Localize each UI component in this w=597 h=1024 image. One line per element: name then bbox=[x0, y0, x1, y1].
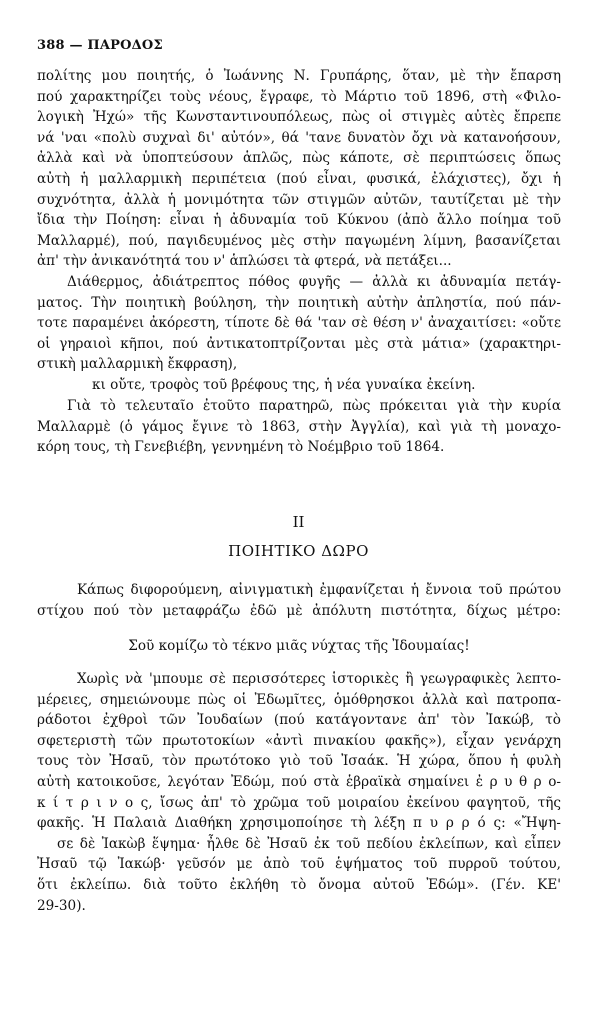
section-intro bbox=[37, 580, 561, 621]
verse-quote bbox=[37, 636, 561, 657]
text-line: κ ί τ ρ ι ν ο ς, ἴσως ἀπ' τὸ χρῶμα τοῦ μοιραίου ἐκείνου φαγητοῦ, τῆς bbox=[37, 794, 561, 811]
text-line: κι οὔτε, τροφὸς τοῦ βρέφους της, ἡ νέα γυναίκα ἐκείνη. bbox=[92, 377, 476, 393]
section-title: ΠΟΙΗΤΙΚΟ ΔΩΡΟ bbox=[228, 542, 369, 560]
text-line: ματος. Τὴν ποιητικὴ βούληση, τὴν ποιητικὴ αὐτὴν ἀπληστία, πού πάν- bbox=[37, 294, 561, 311]
text-line: αὐτὴ κατοικοῦσε, λεγόταν Ἐδώμ, πού στὰ ἑβραϊκὰ σημαίνει ἐ ρ υ θ ρ ο- bbox=[37, 773, 561, 790]
text-line: ὅτι ἐκλείπω. διὰ τοῦτο ἐκλήθη τὸ ὄνομα αὐτοῦ Ἐδώμ». (Γέν. ΚΕ' bbox=[37, 876, 561, 893]
text-line: Κάπως διφορούμενη, αἰνιγματικὴ ἐμφανίζεται ἡ ἔννοια τοῦ πρώτου bbox=[77, 582, 561, 598]
running-head: 388 — ΠΑΡΟΔΟΣ bbox=[37, 38, 163, 53]
section-number: II bbox=[292, 513, 305, 531]
text-line: Διάθερμος, ἀδιάτρεπτος πόθος φυγῆς — ἀλλὰ κι ἀδυναμία πετάγ- bbox=[67, 274, 561, 290]
text-line: 29-30). bbox=[37, 897, 86, 914]
text-line: νά 'ναι «πολὺ συχναὶ δι' αὐτόν», θά 'τανε δυνατὸν ὄχι νὰ κατανοήσουν, bbox=[37, 129, 561, 146]
text-line: στίχου πού τὸν μεταφράζω ἐδῶ μὲ ἀπόλυτη πιστότητα, δίχως μέτρο: bbox=[37, 602, 561, 619]
paragraph-final bbox=[37, 669, 561, 916]
text-line: Χωρὶς νὰ 'μπουμε σὲ περισσότερες ἱστορικὲς ἢ γεωγραφικὲς λεπτο- bbox=[77, 671, 561, 687]
text-line: τοτε παραμένει ἀκόρεστη, τίποτε δὲ θά 'ταν σὲ θέση ν' ἀναχαιτίσει: «οὔτε bbox=[37, 315, 561, 332]
text-line: Μαλλαρμέ), πού, παγιδευμένος μὲς στὴν παγωμένη λίμνη, βασανίζεται bbox=[37, 232, 561, 249]
text-line: Γιὰ τὸ τελευταῖο ἐτοῦτο παρατηρῶ, πὼς πρόκειται γιὰ τὴν κυρία bbox=[67, 398, 561, 414]
quoted-line bbox=[37, 375, 561, 396]
text-line: ἀλλὰ καὶ νὰ ὑποπτεύσουν ἁπλῶς, πὼς κάποτε, σὲ περιπτώσεις ὅπως bbox=[37, 150, 561, 167]
text-line: Ἠσαῦ τῷ Ἰακώβ· γεῦσόν με ἀπὸ τοῦ ἑψήματος τοῦ πυρροῦ τούτου, bbox=[37, 856, 561, 873]
verse-line: Σοῦ κομίζω τὸ τέκνο μιᾶς νύχτας τῆς Ἰδουμαίας! bbox=[128, 638, 470, 654]
text-line: λογικὴ Ἠχώ» τῆς Κωνσταντινουπόλεως, πὼς οἱ στιγμὲς αὐτὲς ἔπρεπε bbox=[37, 109, 561, 126]
text-line: οἱ γηραιοὶ κῆποι, πού ἀντικατοπτρίζονται μὲς στὰ μάτια» (χαρακτηρι- bbox=[37, 335, 561, 352]
paragraph-3 bbox=[37, 396, 561, 458]
text-line: πού χαρακτηρίζει τοὺς νέους, ἔγραφε, τὸ Μάρτιο τοῦ 1896, στὴ «Φιλο- bbox=[37, 88, 561, 105]
text-line: συχνότητα, ἀλλὰ ἡ μονιμότητα τῶν στιγμῶν αὐτῶν, ταυτίζεται μὲ τὴν bbox=[37, 191, 561, 208]
text-line: ἴδια τὴν Ποίηση: εἶναι ἡ ἀδυναμία τοῦ Κύκνου (ἀπὸ ἄλλο ποίημα τοῦ bbox=[37, 212, 561, 229]
text-line: στικὴ μαλλαρμικὴ ἔκφραση), bbox=[37, 356, 238, 373]
text-line: Μαλλαρμὲ (ὁ γάμος ἔγινε τὸ 1863, στὴν Ἀγγλία), καὶ γιὰ τὴ μοναχο- bbox=[37, 418, 561, 435]
paragraph-continuation bbox=[37, 66, 561, 272]
text-line: σε δὲ Ἰακὼβ ἕψημα· ἦλθε δὲ Ἠσαῦ ἐκ τοῦ πεδίου ἐκλείπων, καὶ εἶπεν bbox=[57, 835, 561, 852]
text-line: φακῆς. Ἡ Παλαιὰ Διαθήκη χρησιμοποίησε τὴ λέξη π υ ρ ρ ό ς: «Ἤψη- bbox=[37, 815, 561, 832]
text-line: τους τὸν Ἠσαῦ, τὸν πρωτότοκο γιὸ τοῦ Ἰσαάκ. Ἡ χώρα, ὅπου ἡ φυλὴ bbox=[37, 753, 561, 770]
text-line: ἀπ' τὴν ἀνικανότητά του ν' ἁπλώσει τὰ φτερά, νὰ πετάξει... bbox=[37, 253, 452, 270]
text-line: ράδοτοι ἐχθροὶ τῶν Ἰουδαίων (πού κατάγοντανε ἀπ' τὸν Ἰακώβ, τὸ bbox=[37, 712, 561, 729]
text-line: πολίτης μου ποιητής, ὁ Ἰωάννης Ν. Γρυπάρης, ὅταν, μὲ τὴν ἔπαρση bbox=[37, 68, 561, 84]
text-line: αὐτὴ ἡ μαλλαρμικὴ περιπέτεια (πού εἶναι, φυσικά, ἐλάχιστες), ὄχι ἡ bbox=[37, 170, 561, 187]
text-line: σφετεριστὴ τῶν πρωτοτοκίων «ἀντὶ πινακίου φακῆς»), εἶχαν γενάρχη bbox=[37, 732, 561, 749]
paragraph-2 bbox=[37, 272, 561, 375]
text-line: μέρειες, σημειώνουμε πὼς οἱ Ἐδωμῖτες, ὁμόθρησκοι ἀλλὰ καὶ πατροπα- bbox=[37, 691, 561, 708]
text-line: κόρη τους, τὴ Γενεβιέβη, γεννημένη τὸ Νοέμβριο τοῦ 1864. bbox=[37, 439, 445, 456]
